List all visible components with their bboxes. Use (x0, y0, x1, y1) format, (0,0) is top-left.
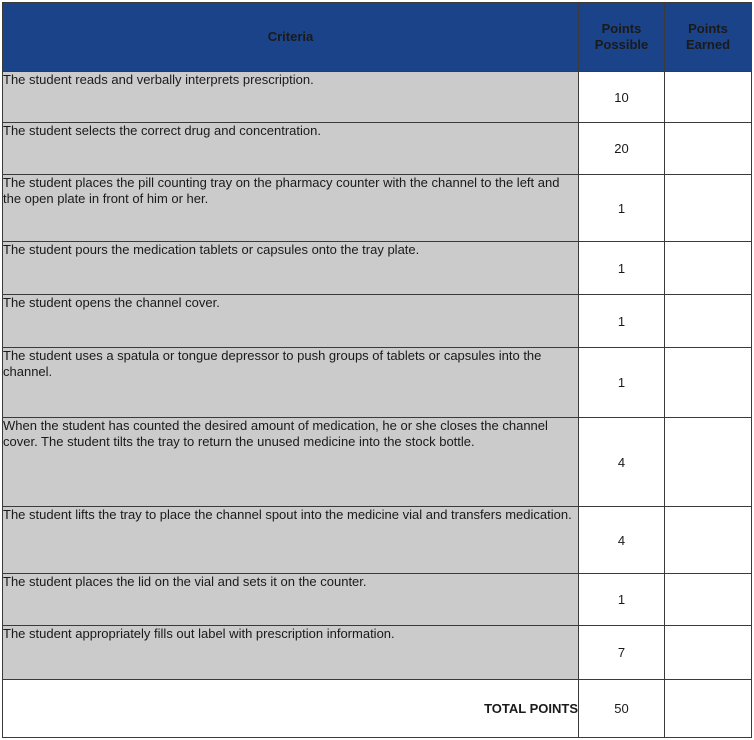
points-earned-cell[interactable] (665, 175, 752, 242)
criteria-cell: The student selects the correct drug and concentration. (3, 123, 579, 175)
table-row (3, 574, 752, 626)
total-points-earned-cell[interactable] (665, 680, 752, 738)
points-earned-cell[interactable] (665, 295, 752, 348)
criteria-cell: The student lifts the tray to place the channel spout into the medicine vial and transfers medication. (3, 507, 579, 574)
points-earned-cell[interactable] (665, 72, 752, 123)
header-criteria: Criteria (3, 3, 579, 72)
total-points-label: TOTAL POINTS (3, 680, 579, 738)
points-possible-cell: 1 (579, 242, 665, 295)
points-possible-cell: 4 (579, 418, 665, 507)
points-earned-cell[interactable] (665, 418, 752, 507)
table-row (3, 123, 752, 175)
criteria-cell: The student appropriately fills out label with prescription information. (3, 626, 579, 680)
points-possible-cell: 1 (579, 348, 665, 418)
rubric-table (2, 2, 752, 738)
criteria-cell: When the student has counted the desired amount of medication, he or she closes the channel cover. The student tilts the tray to return the unused medicine into the stock bottle. (3, 418, 579, 507)
points-earned-cell[interactable] (665, 507, 752, 574)
table-row (3, 626, 752, 680)
table-row (3, 507, 752, 574)
points-earned-cell[interactable] (665, 574, 752, 626)
points-earned-cell[interactable] (665, 242, 752, 295)
header-row (3, 3, 752, 72)
table-row (3, 242, 752, 295)
total-row (3, 680, 752, 738)
points-earned-cell[interactable] (665, 123, 752, 175)
points-earned-cell[interactable] (665, 626, 752, 680)
criteria-cell: The student opens the channel cover. (3, 295, 579, 348)
points-possible-cell: 10 (579, 72, 665, 123)
points-possible-cell: 4 (579, 507, 665, 574)
table-row (3, 175, 752, 242)
table-row (3, 348, 752, 418)
criteria-cell: The student reads and verbally interprets prescription. (3, 72, 579, 123)
criteria-cell: The student places the pill counting tray on the pharmacy counter with the channel to the left and the open plate in front of him or her. (3, 175, 579, 242)
table-row (3, 72, 752, 123)
header-points-possible: Points Possible (579, 3, 665, 72)
points-earned-cell[interactable] (665, 348, 752, 418)
points-possible-cell: 1 (579, 175, 665, 242)
points-possible-cell: 20 (579, 123, 665, 175)
points-possible-cell: 1 (579, 574, 665, 626)
table-row (3, 295, 752, 348)
criteria-cell: The student pours the medication tablets or capsules onto the tray plate. (3, 242, 579, 295)
criteria-cell: The student places the lid on the vial and sets it on the counter. (3, 574, 579, 626)
criteria-cell: The student uses a spatula or tongue depressor to push groups of tablets or capsules into the channel. (3, 348, 579, 418)
table-row (3, 418, 752, 507)
points-possible-cell: 7 (579, 626, 665, 680)
total-points-value: 50 (579, 680, 665, 738)
points-possible-cell: 1 (579, 295, 665, 348)
header-points-earned: Points Earned (665, 3, 752, 72)
